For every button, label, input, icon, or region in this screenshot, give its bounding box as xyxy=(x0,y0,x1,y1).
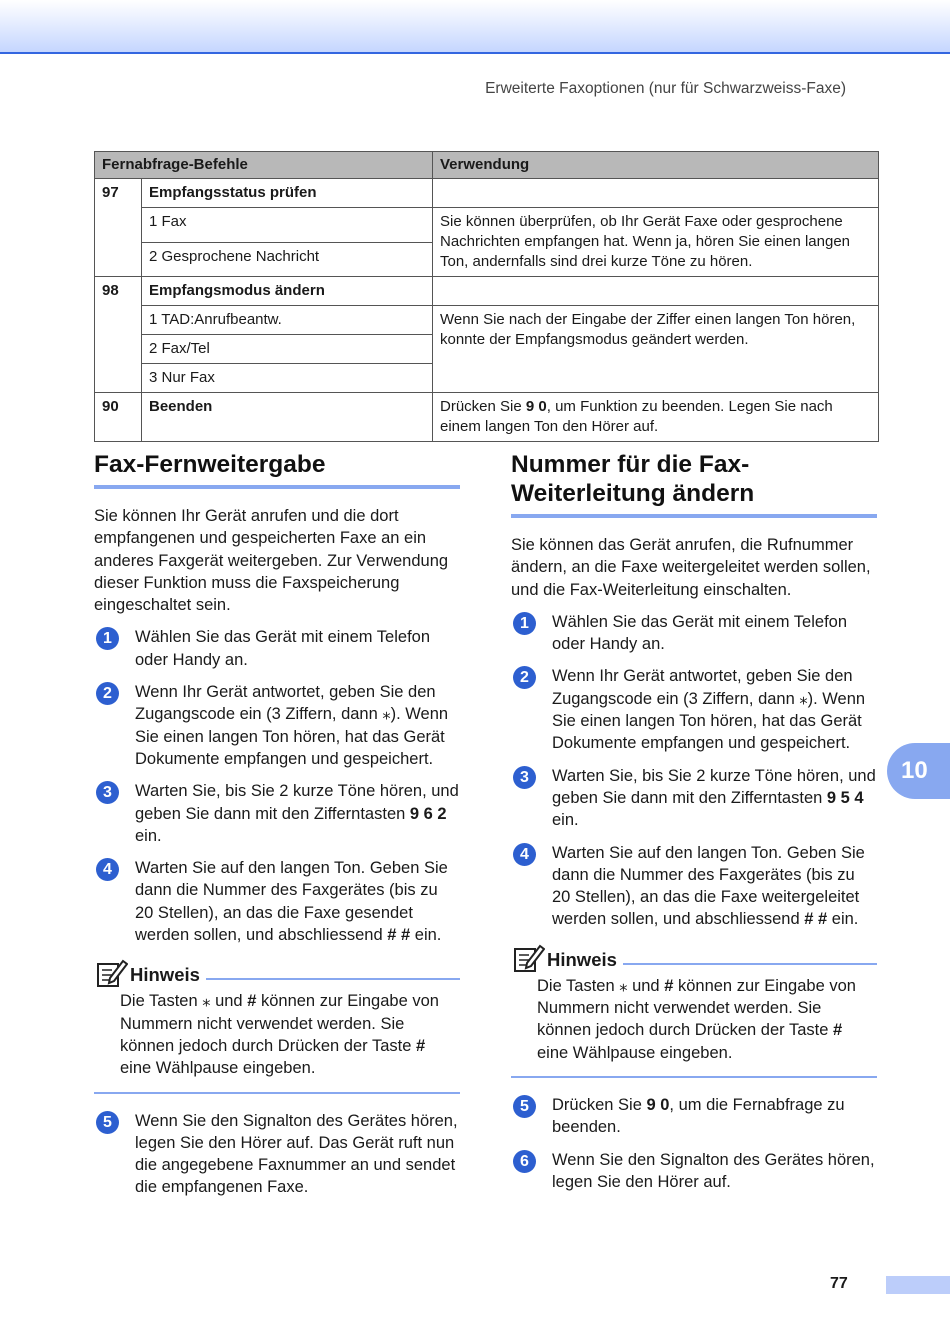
table-row xyxy=(95,306,879,335)
running-head: Erweiterte Faxoptionen (nur für Schwarzweiss-Faxe) xyxy=(485,80,846,97)
step xyxy=(94,626,460,671)
chapter-tab: 10 xyxy=(887,743,950,799)
note-header xyxy=(511,945,877,973)
step-text: ein. xyxy=(827,910,859,929)
usage-cell-empty xyxy=(433,179,879,208)
step-text: Warten Sie auf den langen Ton. Geben Sie dann die Nummer des Faxgerätes (bis zu 20 Stellen), an das die Faxe weitergeleitet werden sollen, und abschliessend xyxy=(552,843,865,929)
command-option: 1 Fax xyxy=(142,208,433,243)
section-title: Fax-Fernweitergabe xyxy=(94,450,460,489)
page-number: 77 xyxy=(830,1275,848,1292)
command-code: 97 xyxy=(95,179,142,277)
table-row xyxy=(95,277,879,306)
note-header xyxy=(94,960,460,988)
step-number-icon: 5 xyxy=(513,1095,536,1118)
note-pencil-icon xyxy=(96,958,128,988)
table-header-commands: Fernabfrage-Befehle xyxy=(95,152,433,179)
key-combo: 9 0 xyxy=(646,1095,670,1114)
key-combo: # xyxy=(832,1021,843,1040)
remote-commands-table xyxy=(94,151,879,442)
step-text: Warten Sie auf den langen Ton. Geben Sie dann die Nummer des Faxgerätes (bis zu 20 Stellen), an das die Faxe gesendet werden sollen, und abschliessend xyxy=(135,859,448,945)
key-combo: 9 0 xyxy=(525,398,547,415)
key-combo: 9 5 4 xyxy=(826,788,864,807)
step xyxy=(511,611,877,656)
note-box xyxy=(94,960,460,1093)
left-column xyxy=(94,450,460,1209)
step-number-icon: 4 xyxy=(513,843,536,866)
step xyxy=(511,665,877,754)
command-title: Empfangsmodus ändern xyxy=(142,277,433,306)
note-title: Hinweis xyxy=(130,964,200,986)
table-row xyxy=(95,208,879,243)
step xyxy=(94,780,460,847)
note-text-part: können zur Eingabe von Nummern nicht verwendet werden. Sie können jedoch durch Drücken der Taste xyxy=(537,976,856,1040)
step-text: , um die Fernabfrage zu beenden. xyxy=(552,1095,845,1137)
note-text xyxy=(94,990,460,1079)
note-box xyxy=(511,945,877,1078)
note-text-part: Die Tasten ⁎ und xyxy=(537,976,665,995)
table-row xyxy=(95,179,879,208)
page-number-bar xyxy=(886,1276,950,1294)
step-number-icon: 3 xyxy=(96,781,119,804)
table-row xyxy=(95,393,879,442)
usage-text: , um Funktion zu beenden. Legen Sie nach einem langen Ton den Hörer auf. xyxy=(440,398,833,435)
command-code: 98 xyxy=(95,277,142,393)
key-combo: # # xyxy=(387,926,411,945)
step xyxy=(94,857,460,946)
command-title: Empfangsstatus prüfen xyxy=(142,179,433,208)
step-number-icon: 1 xyxy=(96,627,119,650)
step-number-icon: 2 xyxy=(513,666,536,689)
usage-cell: Sie können überprüfen, ob Ihr Gerät Faxe oder gesprochene Nachrichten empfangen hat. Wenn ja, hören Sie einen langen Ton, andernfalls sind drei kurze Töne zu hören. xyxy=(433,208,879,277)
step-text: Wenn Sie den Signalton des Gerätes hören, legen Sie den Hörer auf. xyxy=(552,1150,875,1191)
step-text: Warten Sie, bis Sie 2 kurze Töne hören, und geben Sie dann mit den Zifferntasten xyxy=(135,782,459,823)
note-text-part: eine Wählpause eingeben. xyxy=(120,1059,316,1078)
step-text: Wenn Ihr Gerät antwortet, geben Sie den Zugangscode ein (3 Ziffern, dann ⁎). Wenn Sie einen langen Ton hören, hat das Gerät Dokumente empfangen und gespeichert. xyxy=(552,667,866,753)
intro-paragraph: Sie können Ihr Gerät anrufen und die dort empfangenen und gespeicherten Faxe an ein anderes Faxgerät weitergeben. Zur Verwendung dieser Funktion muss die Faxspeicherung eingeschaltet sein. xyxy=(94,507,449,615)
command-option: 2 Gesprochene Nachricht xyxy=(142,242,433,277)
note-text-part: Die Tasten ⁎ und xyxy=(120,992,248,1011)
step-number-icon: 6 xyxy=(513,1150,536,1173)
note-pencil-icon xyxy=(513,943,545,973)
step xyxy=(94,681,460,770)
right-column xyxy=(511,450,877,1203)
table-header-row xyxy=(95,152,879,179)
command-option: 2 Fax/Tel xyxy=(142,335,433,364)
usage-cell-empty xyxy=(433,277,879,306)
step-text: Wenn Sie den Signalton des Gerätes hören, legen Sie den Hörer auf. Das Gerät ruft nun die angegebene Faxnummer an und sendet die empfangenen Faxe. xyxy=(135,1111,458,1197)
usage-text: Drücken Sie xyxy=(440,398,526,415)
top-band xyxy=(0,0,950,54)
step-text: Warten Sie, bis Sie 2 kurze Töne hören, und geben Sie dann mit den Zifferntasten xyxy=(552,766,876,807)
step xyxy=(511,842,877,931)
command-code: 90 xyxy=(95,393,142,442)
step xyxy=(94,1110,460,1199)
step-number-icon: 1 xyxy=(513,612,536,635)
section-title: Nummer für die Fax-Weiterleitung ändern xyxy=(511,450,877,518)
step-number-icon: 4 xyxy=(96,858,119,881)
usage-cell xyxy=(433,393,879,442)
step-text: ein. xyxy=(552,811,579,830)
step-text: Wenn Ihr Gerät antwortet, geben Sie den Zugangscode ein (3 Ziffern, dann ⁎). Wenn Sie einen langen Ton hören, hat das Gerät Dokumente empfangen und gespeichert. xyxy=(135,683,449,768)
step-number-icon: 5 xyxy=(96,1111,119,1134)
key-combo: # xyxy=(415,1036,426,1055)
command-title: Beenden xyxy=(142,393,433,442)
key-combo: # xyxy=(664,976,674,995)
key-combo: # # xyxy=(804,910,828,929)
command-option: 3 Nur Fax xyxy=(142,364,433,393)
note-text-part: können zur Eingabe von Nummern nicht verwendet werden. Sie können jedoch durch Drücken der Taste xyxy=(120,992,439,1055)
note-text xyxy=(511,975,877,1064)
command-option: 1 TAD:Anrufbeantw. xyxy=(142,306,433,335)
step xyxy=(511,765,877,832)
step-text: Wählen Sie das Gerät mit einem Telefon oder Handy an. xyxy=(135,628,431,669)
step-text: Drücken Sie xyxy=(552,1095,647,1114)
note-rule xyxy=(206,978,460,980)
note-rule xyxy=(623,963,877,965)
note-title: Hinweis xyxy=(547,948,617,970)
step-text: ein. xyxy=(410,926,442,945)
step-number-icon: 2 xyxy=(96,682,119,705)
step-text: Wählen Sie das Gerät mit einem Telefon oder Handy an. xyxy=(552,612,848,654)
key-combo: # xyxy=(247,992,257,1011)
step xyxy=(511,1094,877,1139)
step-text: ein. xyxy=(135,826,162,845)
table-header-usage: Verwendung xyxy=(433,152,879,179)
usage-cell: Wenn Sie nach der Eingabe der Ziffer einen langen Ton hören, konnte der Empfangsmodus geändert werden. xyxy=(433,306,879,393)
intro-paragraph: Sie können das Gerät anrufen, die Rufnummer ändern, an die Faxe weitergeleitet werden sollen, und die Fax-Weiterleitung einschalten. xyxy=(511,536,871,599)
note-text-part: eine Wählpause eingeben. xyxy=(537,1043,733,1062)
step xyxy=(511,1149,877,1194)
step-number-icon: 3 xyxy=(513,766,536,789)
key-combo: 9 6 2 xyxy=(409,804,447,823)
